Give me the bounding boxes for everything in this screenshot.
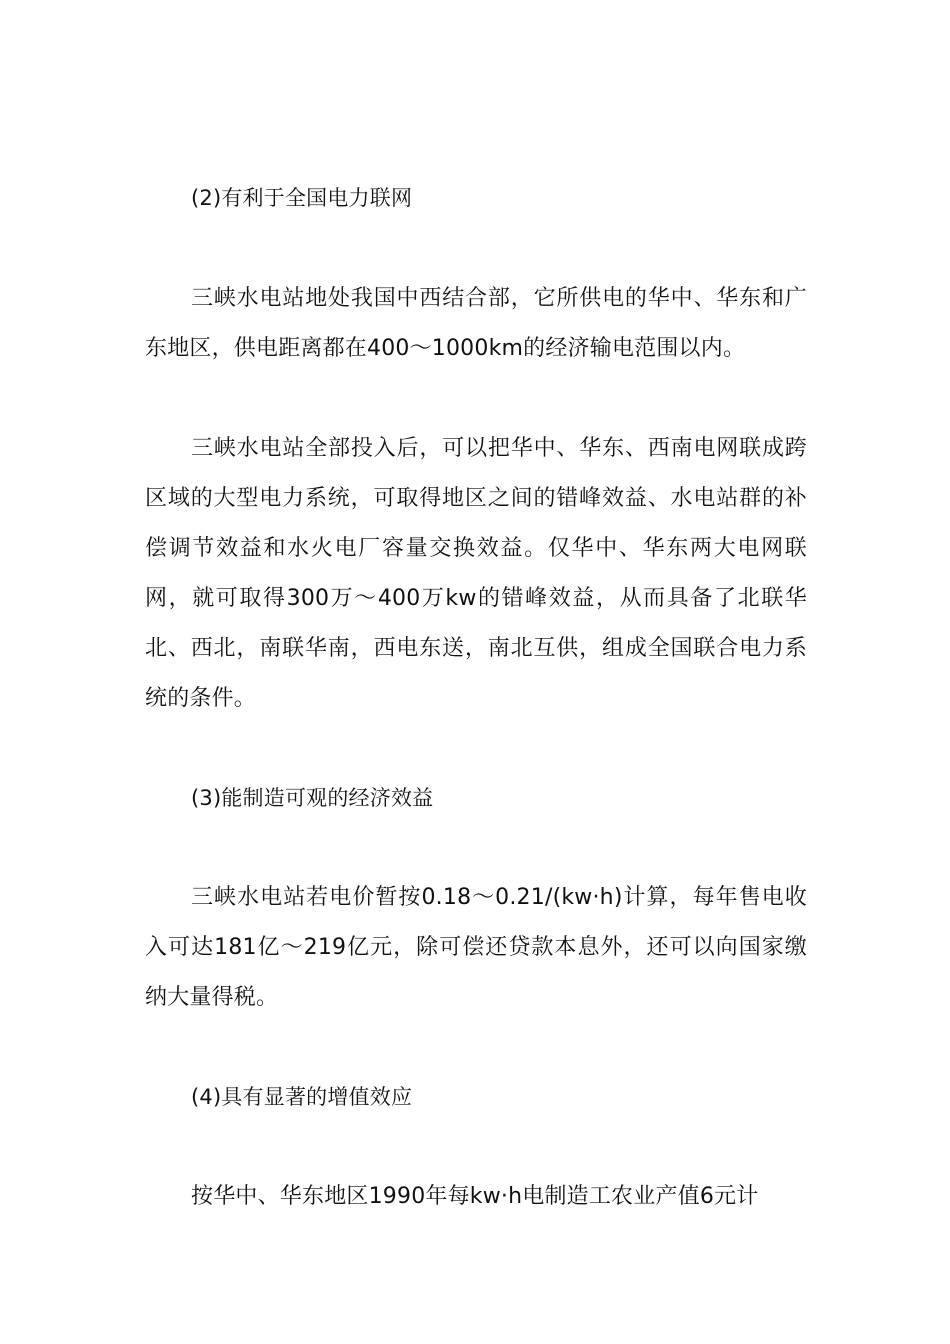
section-heading-2: (2)有利于全国电力联网 (191, 186, 413, 210)
paragraph-power-supply-range: 三峡水电站地处我国中西结合部，它所供电的华中、华东和广东地区，供电距离都在400～1000km的经济输电范围以内。 (145, 286, 807, 361)
section-heading-3: (3)能制造可观的经济效益 (191, 786, 434, 810)
paragraph-economic-benefit: 三峡水电站若电价暂按0.18～0.21/(kw·h)计算，每年售电收入可达181亿～219亿元，除可偿还贷款本息外，还可以向国家缴纳大量得税。 (145, 885, 807, 1010)
section-heading-4: (4)具有显著的增值效应 (191, 1085, 413, 1109)
paragraph-value-added-effect: 按华中、华东地区1990年每kw·h电制造工农业产值6元计 (191, 1184, 759, 1209)
paragraph-grid-interconnection: 三峡水电站全部投入后，可以把华中、华东、西南电网联成跨区域的大型电力系统，可取得地区之间的错峰效益、水电站群的补偿调节效益和水火电厂容量交换效益。仅华中、华东两大电网联网，就可取得300万～400万kw的错峰效益，从而具备了北联华北、西北，南联华南，西电东送，南北互供，组成全国联合电力系统的条件。 (145, 436, 807, 711)
